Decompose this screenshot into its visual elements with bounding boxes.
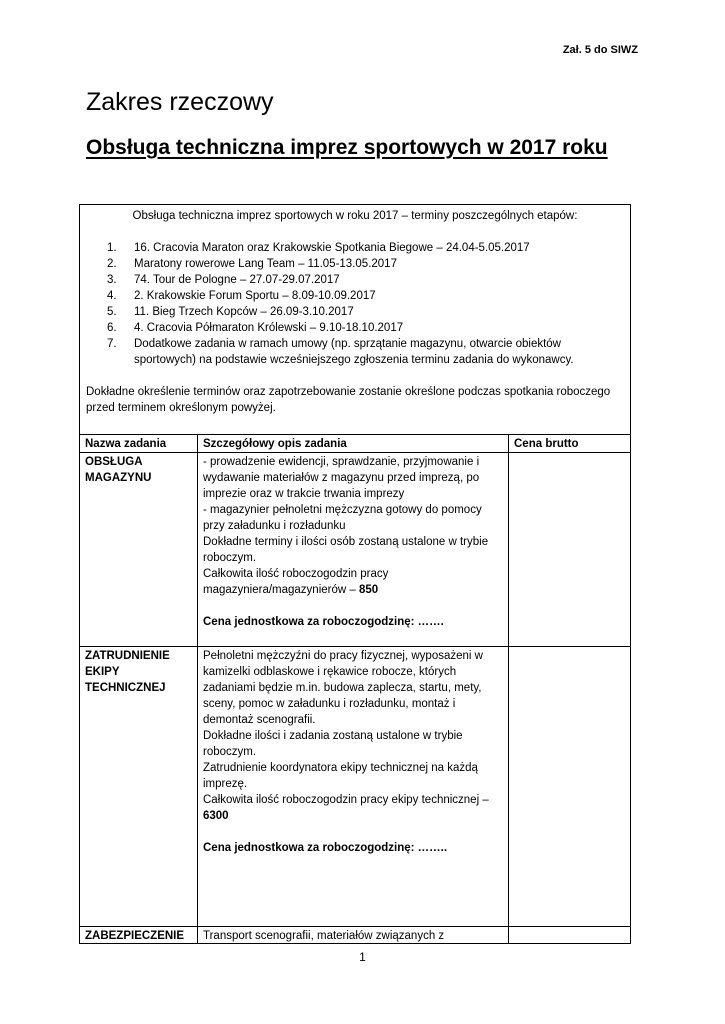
stage-item	[86, 336, 624, 368]
stage-number: 5.	[107, 306, 117, 318]
description-line: Dokładne ilości i zadania zostaną ustalone w trybie roboczym.	[203, 730, 463, 758]
stage-text: 4. Cracovia Półmaraton Królewski – 9.10-18.10.2017	[134, 322, 404, 334]
table-header-row	[80, 435, 630, 453]
stage-text: 2. Krakowskie Forum Sportu – 8.09-10.09.2017	[134, 290, 376, 302]
stage-number: 7.	[107, 338, 117, 350]
stage-text: Maratony rowerowe Lang Team – 11.05-13.05.2017	[134, 258, 397, 270]
tasks-table	[80, 434, 630, 944]
spacer	[203, 824, 503, 840]
price-cell[interactable]	[509, 647, 631, 927]
stage-item	[86, 256, 624, 272]
description-line: - magazynier pełnoletni mężczyzna gotowy do pomocy przy załadunku i rozładunku	[203, 504, 482, 532]
hours-label: Całkowita ilość roboczogodzin pracy magazyniera/magazynierów –	[203, 568, 389, 596]
stage-text: 11. Bieg Trzech Kopców – 26.09-3.10.2017	[134, 306, 354, 318]
stage-text: 16. Cracovia Maraton oraz Krakowskie Spotkania Biegowe – 24.04-5.05.2017	[134, 242, 530, 254]
stage-text: Dodatkowe zadania w ramach umowy (np. sprzątanie magazynu, otwarcie obiektów sportowych) na podstawie wcześniejszego zgłoszenia terminu zadania do wykonawcy.	[134, 338, 574, 366]
column-header-name: Nazwa zadania	[80, 435, 198, 453]
intro-note: Dokładne określenie terminów oraz zapotrzebowanie zostanie określone podczas spotkania roboczego przed terminem określonym powyżej.	[86, 386, 611, 414]
price-cell[interactable]	[509, 453, 631, 647]
description-line: Zatrudnienie koordynatora ekipy technicznej na każdą imprezę.	[203, 762, 478, 790]
stage-number: 4.	[107, 290, 117, 302]
unit-price-line: Cena jednostkowa za roboczogodzinę: ……..	[203, 842, 448, 854]
column-header-description: Szczegółowy opis zadania	[198, 435, 509, 453]
description-line: - prowadzenie ewidencji, sprawdzanie, przyjmowanie i wydawanie materiałów z magazynu przed imprezą, po imprezie oraz w trakcie trwania imprezy	[203, 456, 480, 500]
stage-item	[86, 288, 624, 304]
task-name: ZABEZPIECZENIE	[80, 927, 198, 945]
attachment-label: Zał. 5 do SIWZ	[562, 44, 638, 56]
task-name: ZATRUDNIENIE EKIPY TECHNICZNEJ	[80, 647, 198, 927]
hours-label: Całkowita ilość roboczogodzin pracy ekipy technicznej –	[203, 794, 489, 806]
table-row	[80, 453, 630, 647]
stage-number: 3.	[107, 274, 117, 286]
stage-number: 1.	[107, 242, 117, 254]
description-line: Pełnoletni mężczyźni do pracy fizycznej, wyposażeni w kamizelki odblaskowe i rękawice robocze, których zadaniami będzie m.in. budowa zaplecza, startu, mety, sceny, pomoc w załadunku i rozładunku, montaż i demontaż scenografii.	[203, 650, 483, 726]
unit-price-line: Cena jednostkowa za roboczogodzinę: …….	[203, 616, 444, 628]
task-description: Transport scenografii, materiałów związanych z	[198, 927, 509, 945]
task-description	[198, 453, 509, 647]
stage-text: 74. Tour de Pologne – 27.07-29.07.2017	[134, 274, 340, 286]
scope-frame	[79, 204, 631, 944]
task-description	[198, 647, 509, 927]
hours-value: 850	[358, 584, 379, 596]
hours-line	[203, 792, 503, 824]
table-row	[80, 927, 630, 945]
intro-heading: Obsługa techniczna imprez sportowych w roku 2017 – terminy poszczególnych etapów:	[132, 210, 578, 222]
document-subtitle: Obsługa techniczna imprez sportowych w 2017 roku	[86, 136, 608, 159]
stage-item	[86, 304, 624, 320]
spacer	[203, 598, 503, 614]
stage-item	[86, 272, 624, 288]
table-row	[80, 647, 630, 927]
hours-value: 6300	[203, 810, 229, 822]
stage-number: 2.	[107, 258, 117, 270]
price-cell[interactable]	[509, 927, 631, 945]
document-title: Zakres rzeczowy	[86, 88, 274, 116]
stage-item	[86, 240, 624, 256]
stage-item	[86, 320, 624, 336]
column-header-price: Cena brutto	[509, 435, 631, 453]
hours-line	[203, 566, 503, 598]
stage-list	[86, 240, 624, 368]
stage-number: 6.	[107, 322, 117, 334]
page-number: 1	[359, 950, 366, 964]
task-name: OBSŁUGA MAGAZYNU	[80, 453, 198, 647]
description-line: Dokładne terminy i ilości osób zostaną ustalone w trybie roboczym.	[203, 536, 489, 564]
intro-section	[80, 208, 630, 416]
